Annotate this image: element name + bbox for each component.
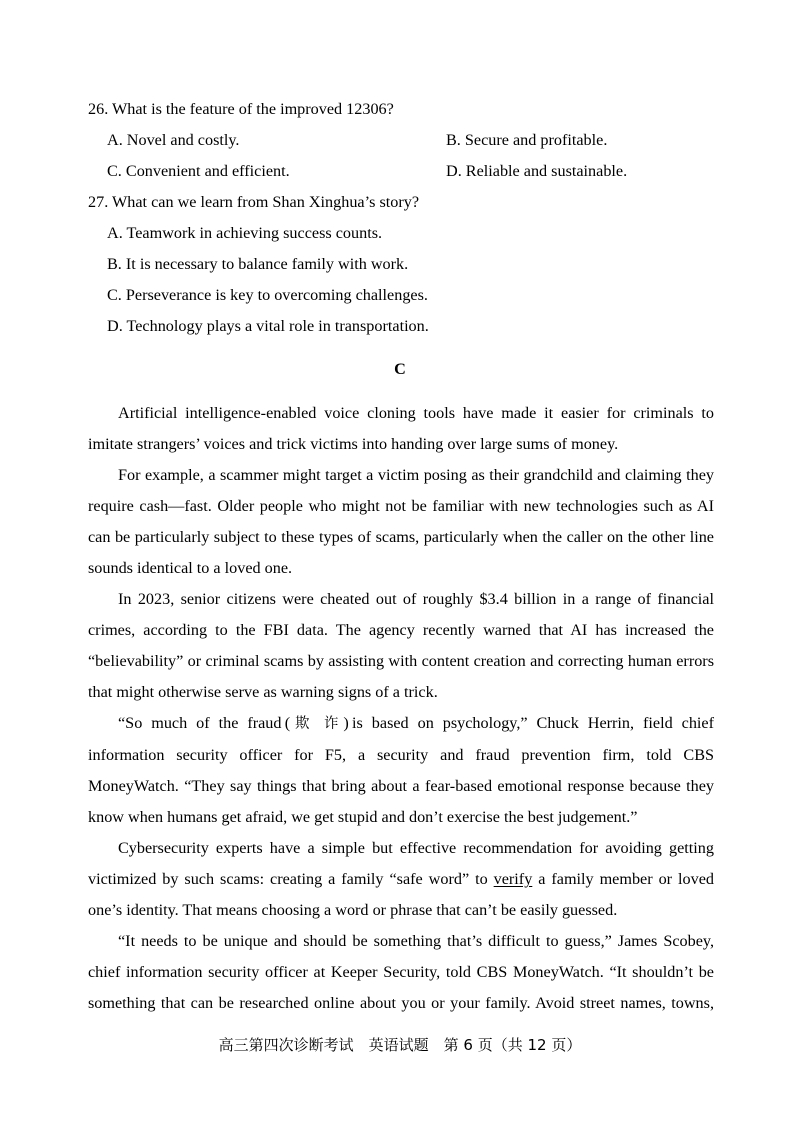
passage-paragraph-1: Artificial intelligence-enabled voice cloning tools have made it easier for criminals to imitate strangers’ voices and trick victims into handing over large sums of money.: [88, 404, 714, 453]
passage-paragraph-3: In 2023, senior citizens were cheated out of roughly $3.4 billion in a range of financial crimes, according to the FBI data. The agency recently warned that AI has increased the “believability” or criminal scams by assisting with content creation and correcting human errors that might otherwise serve as warning signs of a trick.: [88, 590, 714, 701]
question-27-option-b[interactable]: B. It is necessary to balance family with work.: [107, 255, 409, 273]
questions-block: [88, 94, 714, 342]
passage-paragraph-2: For example, a scammer might target a victim posing as their grandchild and claiming they require cash—fast. Older people who might not be familiar with new technologies such as AI can be particularly subject to these types of scams, particularly when the caller on the other line sounds identical to a loved one.: [88, 466, 714, 577]
page-footer: 高三第四次诊断考试 英语试题 第 6 页（共 12 页）: [218, 1036, 582, 1054]
question-27-option-a[interactable]: A. Teamwork in achieving success counts.: [107, 224, 383, 242]
chinese-gloss-fraud: 欺 诈: [290, 716, 344, 732]
question-27-stem: 27. What can we learn from Shan Xinghua’s story?: [88, 193, 420, 211]
question-26-options-row-2: [88, 156, 714, 187]
question-26-option-a[interactable]: A. Novel and costly.: [107, 131, 240, 149]
passage-paragraph-5: [88, 833, 714, 926]
question-26-stem: 26. What is the feature of the improved 12306?: [88, 100, 394, 118]
passage-paragraph-6: “It needs to be unique and should be something that’s difficult to guess,” James Scobey, chief information security officer at Keeper Security, told CBS MoneyWatch. “It shouldn’t be something that can be researched online about you or your family. Avoid street names, towns,: [88, 932, 714, 1012]
question-26-option-c[interactable]: C. Convenient and efficient.: [107, 162, 290, 180]
paragraph-5-segment-1: Cybersecurity experts have a simple but effective recommendation for avoiding getting victimized by such scams: creating a family “safe word” to: [88, 839, 714, 888]
question-26-option-b[interactable]: B. Secure and profitable.: [446, 131, 608, 149]
passage-paragraph-4: [88, 708, 714, 833]
question-26-option-d[interactable]: D. Reliable and sustainable.: [446, 162, 628, 180]
reading-passage: [88, 398, 714, 1019]
section-letter-c: C: [394, 360, 406, 378]
paragraph-4-segment-1: “So much of the fraud (: [118, 714, 291, 732]
paragraph-4-segment-3: ) is based on psychology,” Chuck Herrin, field chief information security officer for F5, a security and fraud prevention firm, told CBS MoneyWatch. “They say things that bring about a fear-based emotional response because they know when humans get afraid, we get stupid and don’t exercise the best judgement.”: [88, 714, 714, 826]
paragraph-5-segment-3: a family member or loved one’s identity. That means choosing a word or phrase that can’t be easily guessed.: [88, 870, 714, 919]
underlined-word-verify: verify: [493, 870, 533, 888]
question-27-option-c[interactable]: C. Perseverance is key to overcoming challenges.: [107, 286, 428, 304]
question-27-option-d[interactable]: D. Technology plays a vital role in transportation.: [107, 317, 429, 335]
question-26-options-row-1: [88, 125, 714, 156]
